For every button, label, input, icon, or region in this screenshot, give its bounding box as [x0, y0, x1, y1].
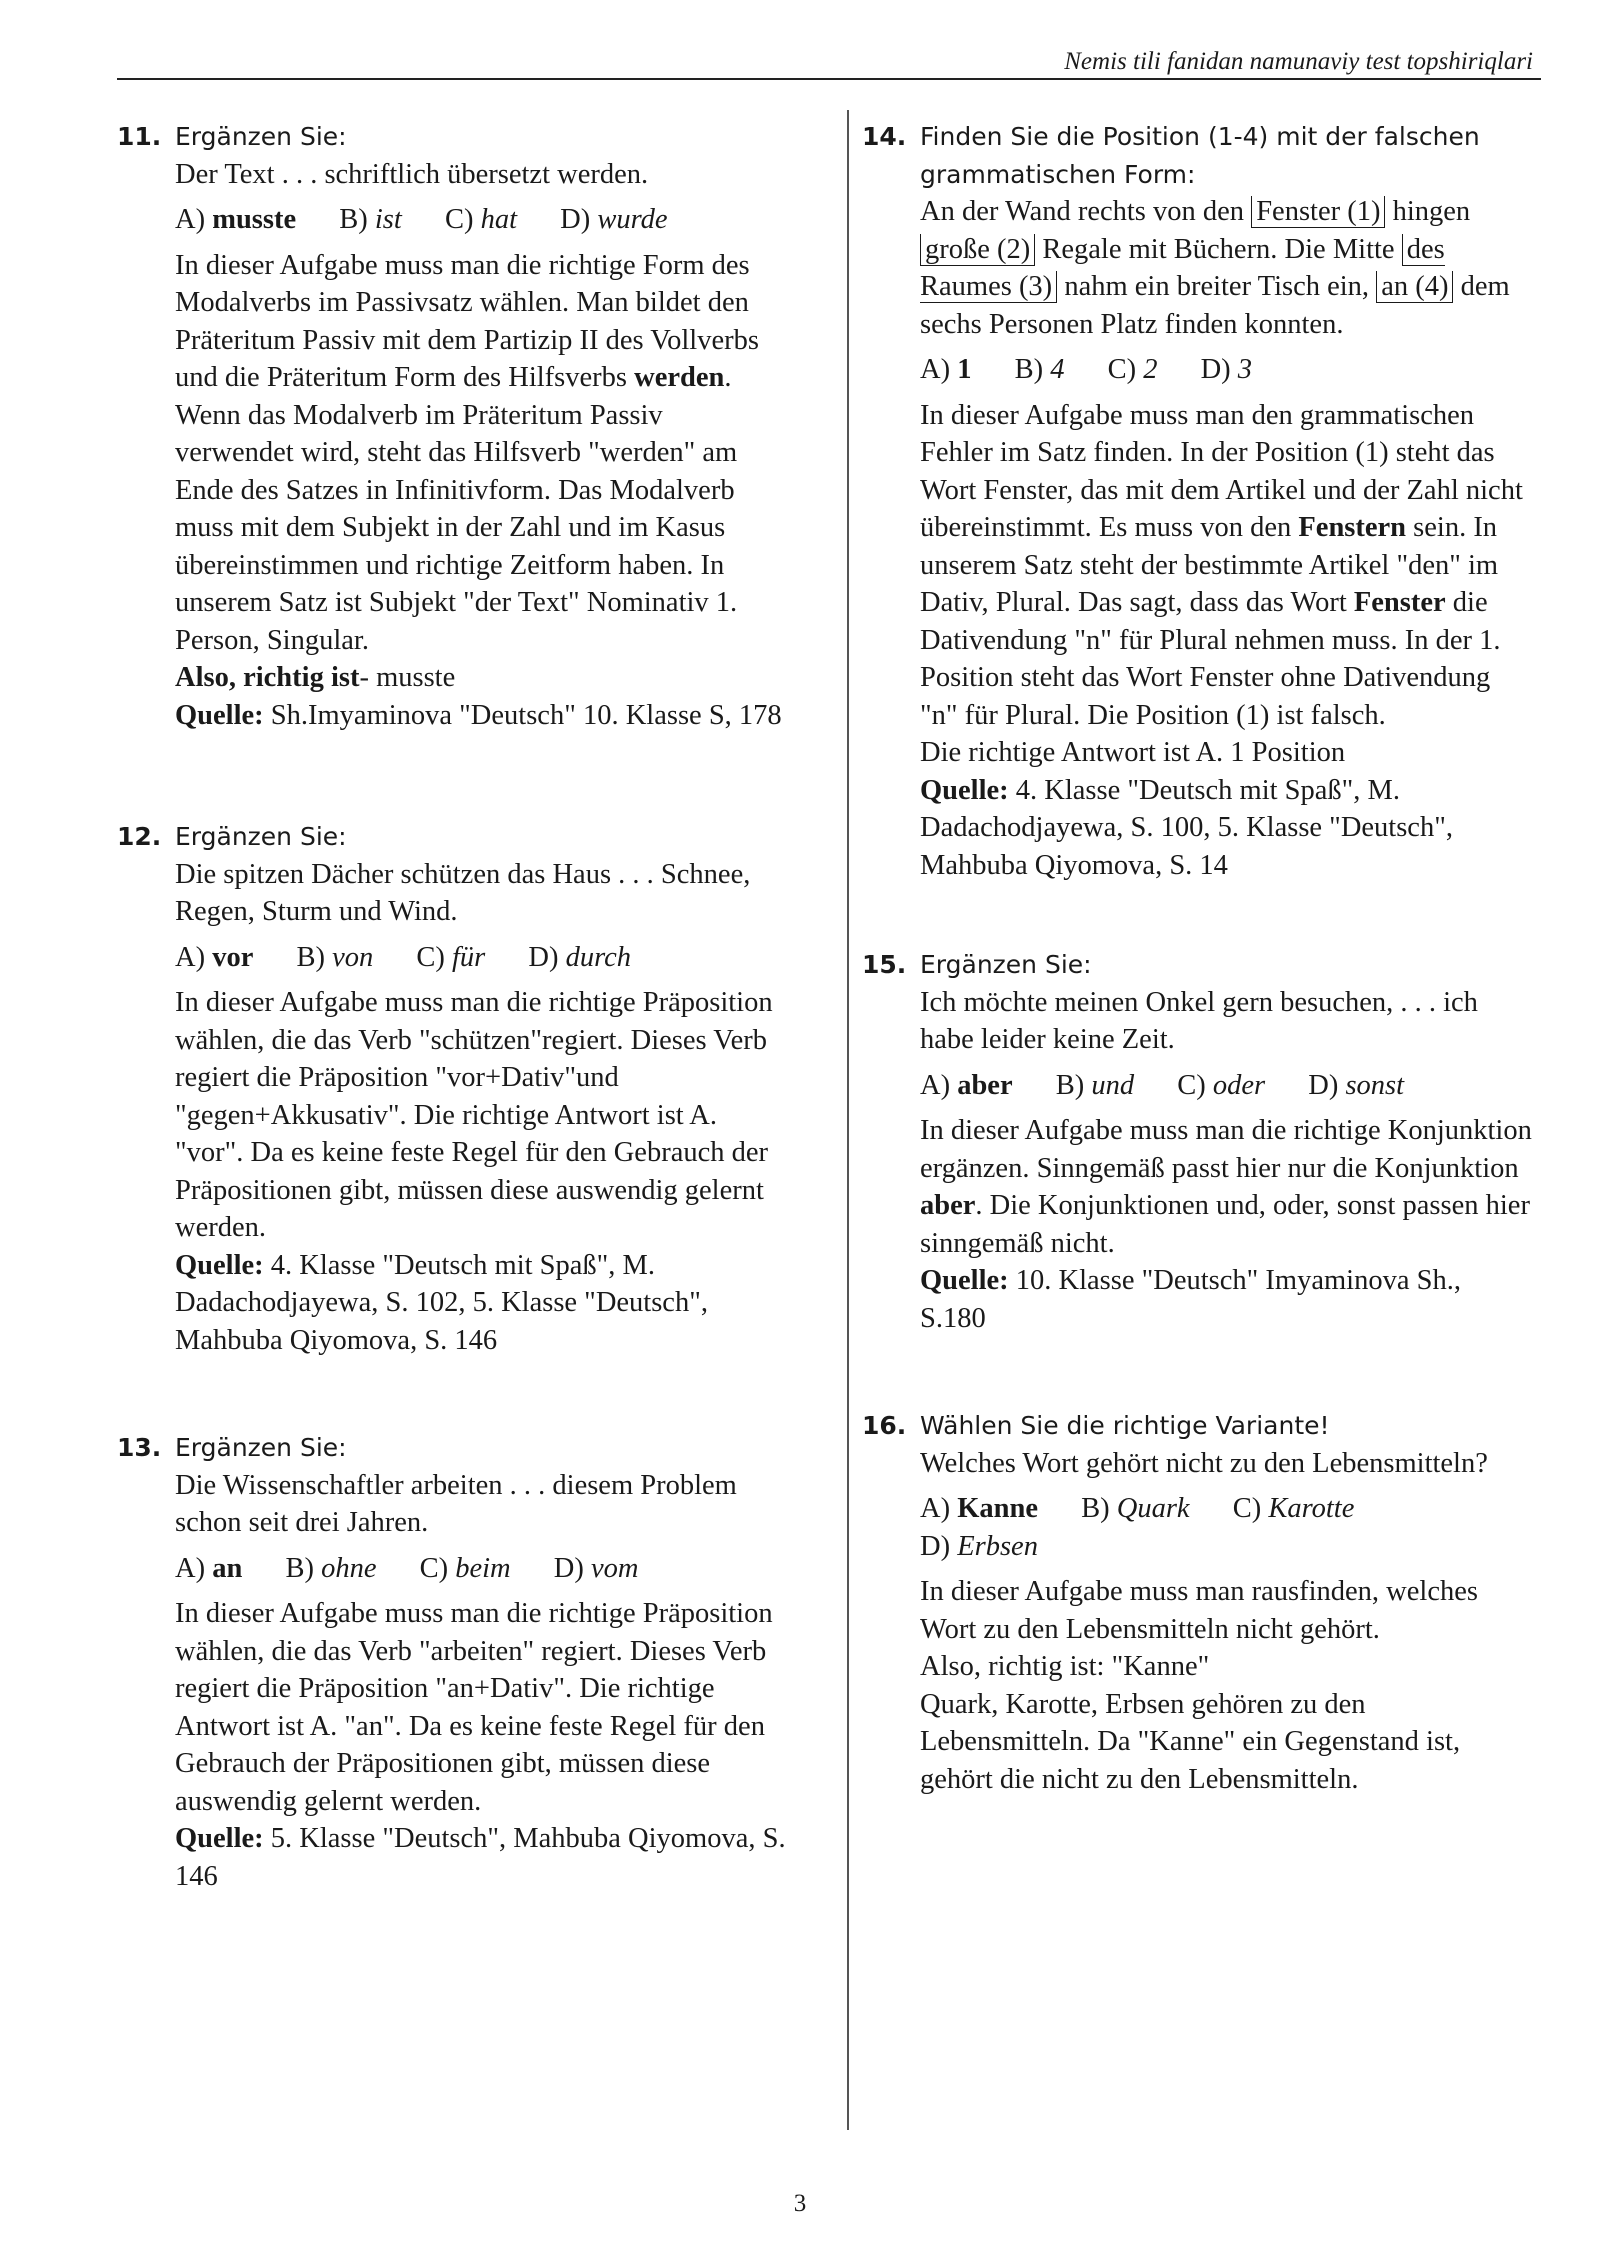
task-explanation: In dieser Aufgabe muss man die richtige Präposition wählen, die das Verb "schützen"regiert. Dieses Verb regiert die Präposition "vor+Dativ"und "gegen+Akkusativ". Die richtige Antwort ist A. "vor". Da es keine feste Regel für den Gebrauch der Präpositionen gibt, müssen diese auswendig gelernt werden. — [175, 987, 773, 1243]
page-header — [117, 44, 1541, 80]
option-a: A) aber — [920, 1069, 1013, 1101]
task-instruction: Ergänzen Sie: — [175, 1433, 347, 1462]
task-number: 12. — [117, 822, 162, 851]
task-question: Ich möchte meinen Onkel gern besuchen, . . . ich habe leider keine Zeit. — [920, 986, 1478, 1055]
option-a: A) an — [175, 1552, 243, 1584]
option-b: B) von — [296, 941, 374, 973]
task-16 — [862, 1407, 1532, 1798]
right-column — [862, 118, 1532, 1798]
task-instruction: Ergänzen Sie: — [175, 122, 347, 151]
task-number: 14. — [862, 122, 907, 151]
task-question: Die spitzen Dächer schützen das Haus . . . Schnee, Regen, Sturm und Wind. — [175, 858, 751, 927]
task-explanation: In dieser Aufgabe muss man die richtige Präposition wählen, die das Verb "arbeiten" regiert. Dieses Verb regiert die Präposition "an+Dativ". Die richtige Antwort ist A. "an". Da es keine feste Regel für den Gebrauch der Präpositionen gibt, müssen diese auswendig gelernt werden. — [175, 1598, 773, 1817]
left-column — [117, 118, 787, 1895]
option-c: C) 2 — [1107, 354, 1158, 385]
task-answer: Also, richtig ist: "Kanne" — [920, 1651, 1210, 1682]
header-title: Nemis tili fanidan namunaviy test topshiriqlari — [1064, 48, 1533, 75]
option-c: C) oder — [1177, 1069, 1266, 1101]
task-number: 11. — [117, 122, 162, 151]
task-13 — [117, 1429, 787, 1895]
task-question: An der Wand rechts von den Fenster (1) hingen große (2) Regale mit Büchern. Die Mitte des Raumes (3) nahm ein breiter Tisch ein, an (4) dem sechs Personen Platz finden konnten. — [920, 196, 1510, 340]
task-instruction: Wählen Sie die richtige Variante! — [920, 1411, 1330, 1440]
task-answer: Also, richtig ist- musste — [175, 662, 456, 693]
column-divider — [847, 110, 849, 2130]
option-d: D) wurde — [560, 204, 668, 235]
task-15 — [862, 946, 1532, 1337]
option-a: A) 1 — [920, 354, 972, 385]
marked-position-4: an (4) — [1376, 271, 1453, 303]
marked-position-1: Fenster (1) — [1251, 196, 1385, 228]
task-number: 16. — [862, 1411, 907, 1440]
task-source: Quelle: 4. Klasse "Deutsch mit Spaß", M. Dadachodjayewa, S. 102, 5. Klasse "Deutsch", Mahbuba Qiyomova, S. 146 — [175, 1249, 708, 1356]
task-instruction: Ergänzen Sie: — [920, 950, 1092, 979]
task-source: Quelle: 10. Klasse "Deutsch" Imyaminova Sh., S.180 — [920, 1265, 1461, 1334]
option-d: D) vom — [553, 1552, 639, 1584]
task-question: Welches Wort gehört nicht zu den Lebensmitteln? — [920, 1447, 1488, 1479]
answer-options — [175, 201, 787, 239]
task-instruction: Finden Sie die Position (1-4) mit der falschen grammatischen Form: — [920, 122, 1480, 189]
option-c: C) beim — [419, 1552, 511, 1584]
marked-position-3: des Raumes (3) — [920, 233, 1445, 302]
option-a: A) Kanne — [920, 1493, 1038, 1524]
page-number: 3 — [793, 2190, 807, 2217]
task-answer: Die richtige Antwort ist A. 1 Position — [920, 737, 1346, 768]
option-b: B) ohne — [285, 1552, 377, 1584]
task-explanation: In dieser Aufgabe muss man die richtige Form des Modalverbs im Passivsatz wählen. Man bildet den Präteritum Passiv mit dem Partizip II des Vollverbs und die Präteritum Form des Hilfsverbs werden. Wenn das Modalverb im Präteritum Passiv verwendet wird, steht das Hilfsverb "werden" am Ende des Satzes in Infinitivform. Das Modalverb muss mit dem Subjekt in der Zahl und im Kasus übereinstimmen und richtige Zeitform haben. In unserem Satz ist Subjekt "der Text" Nominativ 1. Person, Singular. — [175, 249, 759, 656]
task-12 — [117, 818, 787, 1359]
task-explanation: In dieser Aufgabe muss man rausfinden, welches Wort zu den Lebensmitteln nicht gehört. — [920, 1576, 1478, 1645]
marked-position-2: große (2) — [920, 234, 1035, 266]
task-question: Der Text . . . schriftlich übersetzt werden. — [175, 158, 649, 190]
option-a: A) vor — [175, 941, 254, 973]
task-number: 13. — [117, 1433, 162, 1462]
option-d: D) Erbsen — [920, 1530, 1038, 1562]
option-c: C) Karotte — [1232, 1493, 1355, 1524]
answer-options — [920, 1067, 1532, 1105]
option-d: D) 3 — [1200, 354, 1253, 385]
task-explanation: In dieser Aufgabe muss man die richtige Konjunktion ergänzen. Sinngemäß passt hier nur die Konjunktion aber. Die Konjunktionen und, oder, sonst passen hier sinngemäß nicht. — [920, 1115, 1532, 1259]
task-14 — [862, 118, 1532, 884]
option-a: A) musste — [175, 204, 297, 235]
answer-options — [920, 1490, 1532, 1565]
answer-options — [920, 351, 1532, 389]
task-source: Quelle: 4. Klasse "Deutsch mit Spaß", M. Dadachodjayewa, S. 100, 5. Klasse "Deutsch", Mahbuba Qiyomova, S. 14 — [920, 774, 1453, 881]
option-b: B) und — [1055, 1069, 1135, 1101]
option-b: B) Quark — [1081, 1493, 1190, 1524]
option-d: D) sonst — [1308, 1069, 1405, 1101]
task-11 — [117, 118, 787, 734]
task-explanation: In dieser Aufgabe muss man den grammatischen Fehler im Satz finden. In der Position (1) steht das Wort Fenster, das mit dem Artikel und der Zahl nicht übereinstimmt. Es muss von den Fenstern sein. In unserem Satz steht der bestimmte Artikel "den" im Dativ, Plural. Das sagt, dass das Wort Fenster die Dativendung "n" für Plural nehmen muss. In der 1. Position steht das Wort Fenster ohne Dativendung "n" für Plural. Die Position (1) ist falsch. — [920, 399, 1523, 731]
option-c: C) hat — [444, 204, 517, 235]
option-c: C) für — [416, 941, 486, 973]
answer-options — [175, 939, 787, 977]
task-question: Die Wissenschaftler arbeiten . . . diesem Problem schon seit drei Jahren. — [175, 1469, 737, 1538]
task-source: Quelle: Sh.Imyaminova "Deutsch" 10. Klasse S, 178 — [175, 699, 782, 731]
option-d: D) durch — [528, 941, 632, 973]
task-number: 15. — [862, 950, 907, 979]
task-source: Quelle: 5. Klasse "Deutsch", Mahbuba Qiyomova, S. 146 — [175, 1823, 786, 1892]
answer-options — [175, 1550, 787, 1588]
task-instruction: Ergänzen Sie: — [175, 822, 347, 851]
task-explanation-2: Quark, Karotte, Erbsen gehören zu den Lebensmitteln. Da "Kanne" ein Gegenstand ist, gehört die nicht zu den Lebensmitteln. — [920, 1688, 1461, 1795]
option-b: B) ist — [339, 204, 402, 235]
option-b: B) 4 — [1014, 354, 1065, 385]
